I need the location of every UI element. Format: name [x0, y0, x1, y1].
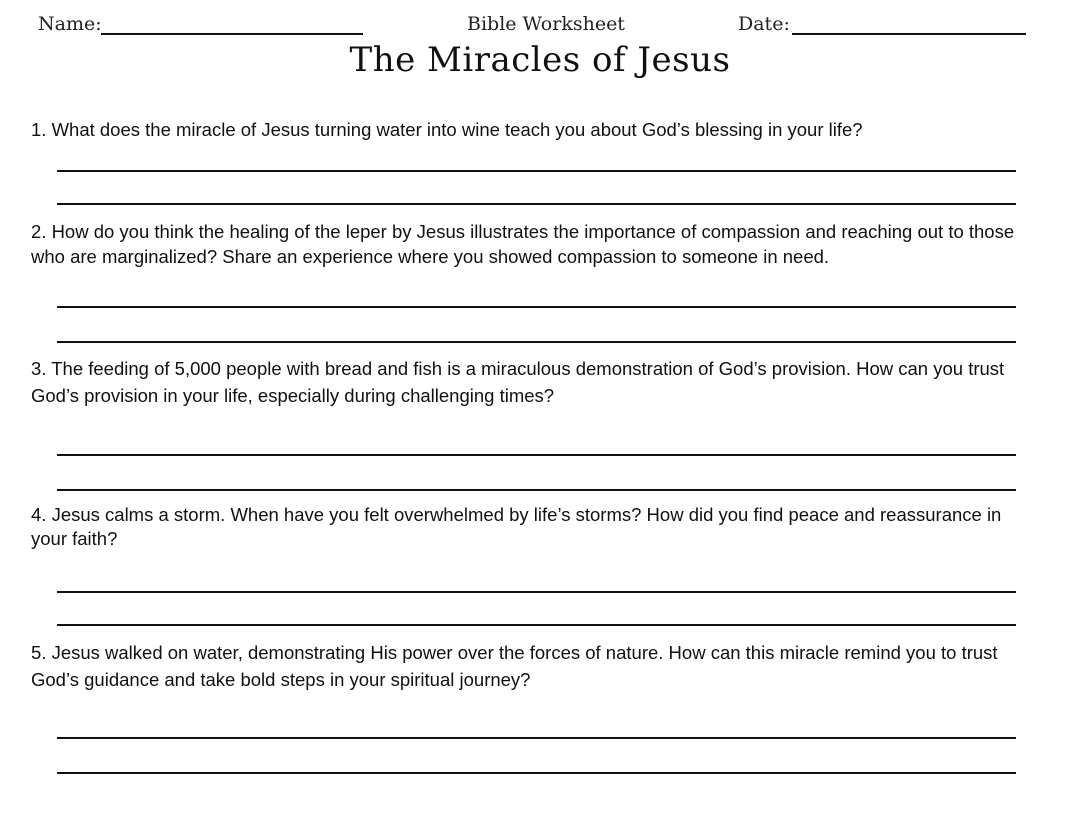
- page-title: The Miracles of Jesus: [349, 40, 731, 80]
- question-3: 3. The feeding of 5,000 people with bread and fish is a miraculous demonstration of God’s provision. How can you trust God’s provision in your life, especially during challenging times?: [31, 358, 1005, 406]
- worksheet-label: Bible Worksheet: [467, 13, 625, 35]
- question-5: 5. Jesus walked on water, demonstrating His power over the forces of nature. How can this miracle remind you to trust God’s guidance and take bold steps in your spiritual journey?: [31, 642, 998, 690]
- answer-line-4b[interactable]: [57, 624, 1016, 626]
- answer-line-5b[interactable]: [57, 772, 1016, 774]
- name-field[interactable]: [101, 33, 363, 35]
- answer-line-2b[interactable]: [57, 341, 1016, 343]
- answer-line-2a[interactable]: [57, 306, 1016, 308]
- answer-line-1b[interactable]: [57, 203, 1016, 205]
- question-2: 2. How do you think the healing of the leper by Jesus illustrates the importance of compassion and reaching out to those who are marginalized? Share an experience where you showed compassion to someone in need.: [31, 221, 1015, 267]
- answer-line-3a[interactable]: [57, 454, 1016, 456]
- answer-line-1a[interactable]: [57, 170, 1016, 172]
- answer-line-4a[interactable]: [57, 591, 1016, 593]
- date-label: Date:: [738, 13, 790, 35]
- date-field[interactable]: [792, 33, 1026, 35]
- question-4: 4. Jesus calms a storm. When have you felt overwhelmed by life’s storms? How did you find peace and reassurance in your faith?: [31, 504, 1002, 549]
- answer-line-5a[interactable]: [57, 737, 1016, 739]
- name-label: Name:: [38, 13, 102, 35]
- answer-line-3b[interactable]: [57, 489, 1016, 491]
- question-1: 1. What does the miracle of Jesus turning water into wine teach you about God’s blessing in your life?: [31, 119, 863, 140]
